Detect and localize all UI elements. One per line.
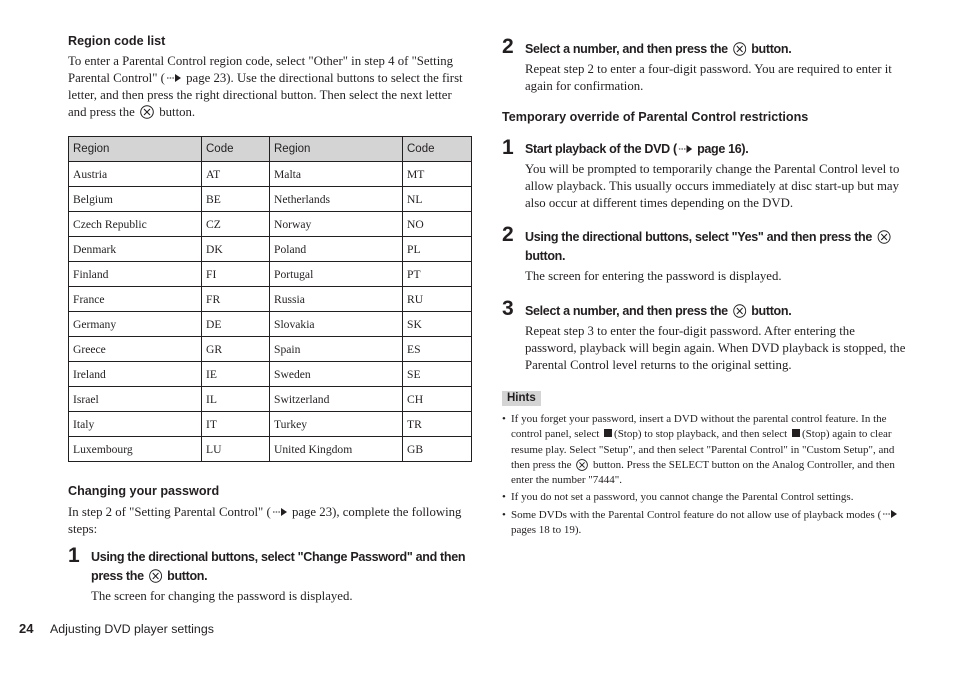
step-title-text: Using the directional buttons, select "Change Password" and then press the (91, 549, 466, 583)
change-password-intro (68, 504, 471, 538)
table-row (69, 337, 472, 362)
override-heading: Temporary override of Parental Control restrictions (502, 110, 809, 124)
cross-button-icon (733, 42, 746, 56)
cell-code: SK (403, 312, 472, 337)
step-description: The screen for changing the password is displayed. (91, 589, 353, 603)
cell-code: PT (403, 262, 472, 287)
cross-button-icon (576, 459, 588, 471)
step-number: 3 (502, 297, 514, 320)
cell-region: Finland (69, 262, 202, 287)
step-title-text-2: button. (751, 303, 792, 318)
cell-code: RU (403, 287, 472, 312)
stop-icon (604, 429, 612, 437)
cross-button-icon (149, 569, 162, 583)
cell-code: LU (202, 437, 270, 462)
region-intro-page-ref: page 23 (186, 71, 227, 85)
cell-region: Sweden (270, 362, 403, 387)
cell-region: Denmark (69, 237, 202, 262)
cell-code: AT (202, 162, 270, 187)
step-description: Repeat step 2 to enter a four-digit password. You are required to enter it again for confirmation. (525, 62, 892, 93)
cell-code: IE (202, 362, 270, 387)
region-code-heading: Region code list (68, 34, 166, 48)
hint-item (502, 490, 904, 505)
region-intro-text: To enter a Parental Control region code, select "Other" in step 4 of "Setting Parental Control" ( (68, 54, 454, 85)
cell-region: Austria (69, 162, 202, 187)
header-code: Code (403, 137, 472, 162)
change-intro-text: In step 2 of "Setting Parental Control" ( (68, 505, 271, 519)
page-reference-arrow-icon (272, 507, 288, 517)
cell-code: SE (403, 362, 472, 387)
cross-button-icon (877, 230, 890, 244)
step-description: You will be prompted to temporarily change the Parental Control level to allow playback. This usually occurs immediately at disc start-up but may also occur at different times depending on the DVD. (525, 162, 900, 210)
hint-text: If you forget your password, insert a DVD without the parental control feature. In the control panel, select (511, 413, 887, 441)
table-row (69, 262, 472, 287)
step-title-text-2: button. (751, 41, 792, 56)
hint-item (502, 412, 904, 488)
cell-code: IT (202, 412, 270, 437)
step-title (525, 227, 900, 265)
cell-region: Netherlands (270, 187, 403, 212)
step-title-text: Using the directional buttons, select "Yes" and then press the (525, 229, 873, 244)
table-row (69, 287, 472, 312)
table-row (69, 162, 472, 187)
table-row (69, 362, 472, 387)
hint-text: button. Press the SELECT button on the Analog Controller, and then enter the number "7444". (511, 458, 895, 487)
cell-code: GB (403, 437, 472, 462)
cell-code: DK (202, 237, 270, 262)
region-intro-text-2: ). Use the directional buttons to select the first letter, and then press the right directional button. Then select the next letter and press the (68, 71, 463, 119)
region-intro-paragraph (68, 53, 471, 121)
table-row (69, 387, 472, 412)
hint-text: (Stop) again to clear resume play. Select "Setup", and then select "Parental Control" in "Custom Setup", and then press the (511, 428, 895, 471)
hints-label: Hints (502, 391, 541, 406)
region-intro-text-3: button. (159, 105, 196, 119)
step-number: 1 (502, 136, 514, 159)
hint-item (502, 508, 904, 539)
table-row (69, 412, 472, 437)
cell-region: Greece (69, 337, 202, 362)
cell-region: Poland (270, 237, 403, 262)
header-region: Region (69, 137, 202, 162)
page-number: 24 (19, 621, 34, 636)
cell-region: Czech Republic (69, 212, 202, 237)
cross-button-icon (733, 304, 746, 318)
cell-code: BE (202, 187, 270, 212)
hints-list (502, 412, 904, 540)
step-number: 1 (68, 544, 80, 567)
step-title (525, 139, 896, 158)
cell-code: IL (202, 387, 270, 412)
cell-code: CH (403, 387, 472, 412)
page-reference-arrow-icon (678, 144, 693, 154)
step-number: 2 (502, 35, 514, 58)
footer-section-title: Adjusting DVD player settings (50, 622, 214, 636)
step-title-text-2: button. (525, 248, 566, 263)
cell-code: DE (202, 312, 270, 337)
cell-region: Germany (69, 312, 202, 337)
cell-region: Malta (270, 162, 403, 187)
cell-region: Norway (270, 212, 403, 237)
table-row (69, 237, 472, 262)
table-row (69, 212, 472, 237)
step-title-page-ref: page 16). (697, 141, 749, 156)
step-title (525, 39, 896, 58)
step-title (525, 301, 896, 320)
cell-code: TR (403, 412, 472, 437)
step-title-text: Select a number, and then press the (525, 41, 728, 56)
hint-text: Some DVDs with the Parental Control feature do not allow use of playback modes ( (511, 508, 882, 521)
region-code-table (68, 136, 472, 462)
cell-code: GR (202, 337, 270, 362)
table-header-row (69, 137, 472, 162)
header-code: Code (202, 137, 270, 162)
step-title-text-2: button. (167, 568, 208, 583)
hint-text: (Stop) to stop playback, and then select (614, 428, 788, 441)
stop-icon (792, 429, 800, 437)
hint-text: If you do not set a password, you cannot change the Parental Control settings. (511, 491, 854, 504)
table-row (69, 312, 472, 337)
cell-code: NO (403, 212, 472, 237)
hint-text: pages 18 to 19). (511, 524, 582, 537)
cell-region: Ireland (69, 362, 202, 387)
change-intro-page-ref: page 23 (291, 505, 333, 519)
cell-region: Spain (270, 337, 403, 362)
cell-code: CZ (202, 212, 270, 237)
cell-region: Italy (69, 412, 202, 437)
cell-region: Israel (69, 387, 202, 412)
step-description: Repeat step 3 to enter the four-digit password. After entering the password, playback will begin again. When DVD playback is stopped, the Parental Control level returns to the original setting. (525, 324, 906, 372)
cell-code: FI (202, 262, 270, 287)
cell-code: FR (202, 287, 270, 312)
region-table-body (69, 162, 472, 462)
cell-code: PL (403, 237, 472, 262)
cell-region: France (69, 287, 202, 312)
cell-code: NL (403, 187, 472, 212)
cell-region: Luxembourg (69, 437, 202, 462)
page-reference-arrow-icon (882, 509, 898, 519)
change-intro-text-2: ), complete the following steps: (68, 505, 462, 536)
cell-region: Slovakia (270, 312, 403, 337)
cell-region: Portugal (270, 262, 403, 287)
step-title-text: Select a number, and then press the (525, 303, 728, 318)
change-password-heading: Changing your password (68, 484, 220, 498)
cell-region: Belgium (69, 187, 202, 212)
cell-region: Turkey (270, 412, 403, 437)
step-title-text: Start playback of the DVD ( (525, 141, 677, 156)
cell-region: Russia (270, 287, 403, 312)
step-description: The screen for entering the password is displayed. (525, 269, 782, 283)
cell-region: United Kingdom (270, 437, 403, 462)
step-title (91, 547, 466, 585)
header-region: Region (270, 137, 403, 162)
page-reference-arrow-icon (166, 73, 182, 83)
cell-code: ES (403, 337, 472, 362)
step-number: 2 (502, 223, 514, 246)
cell-code: MT (403, 162, 472, 187)
table-row (69, 187, 472, 212)
table-row (69, 437, 472, 462)
cross-button-icon (140, 105, 154, 119)
cell-region: Switzerland (270, 387, 403, 412)
